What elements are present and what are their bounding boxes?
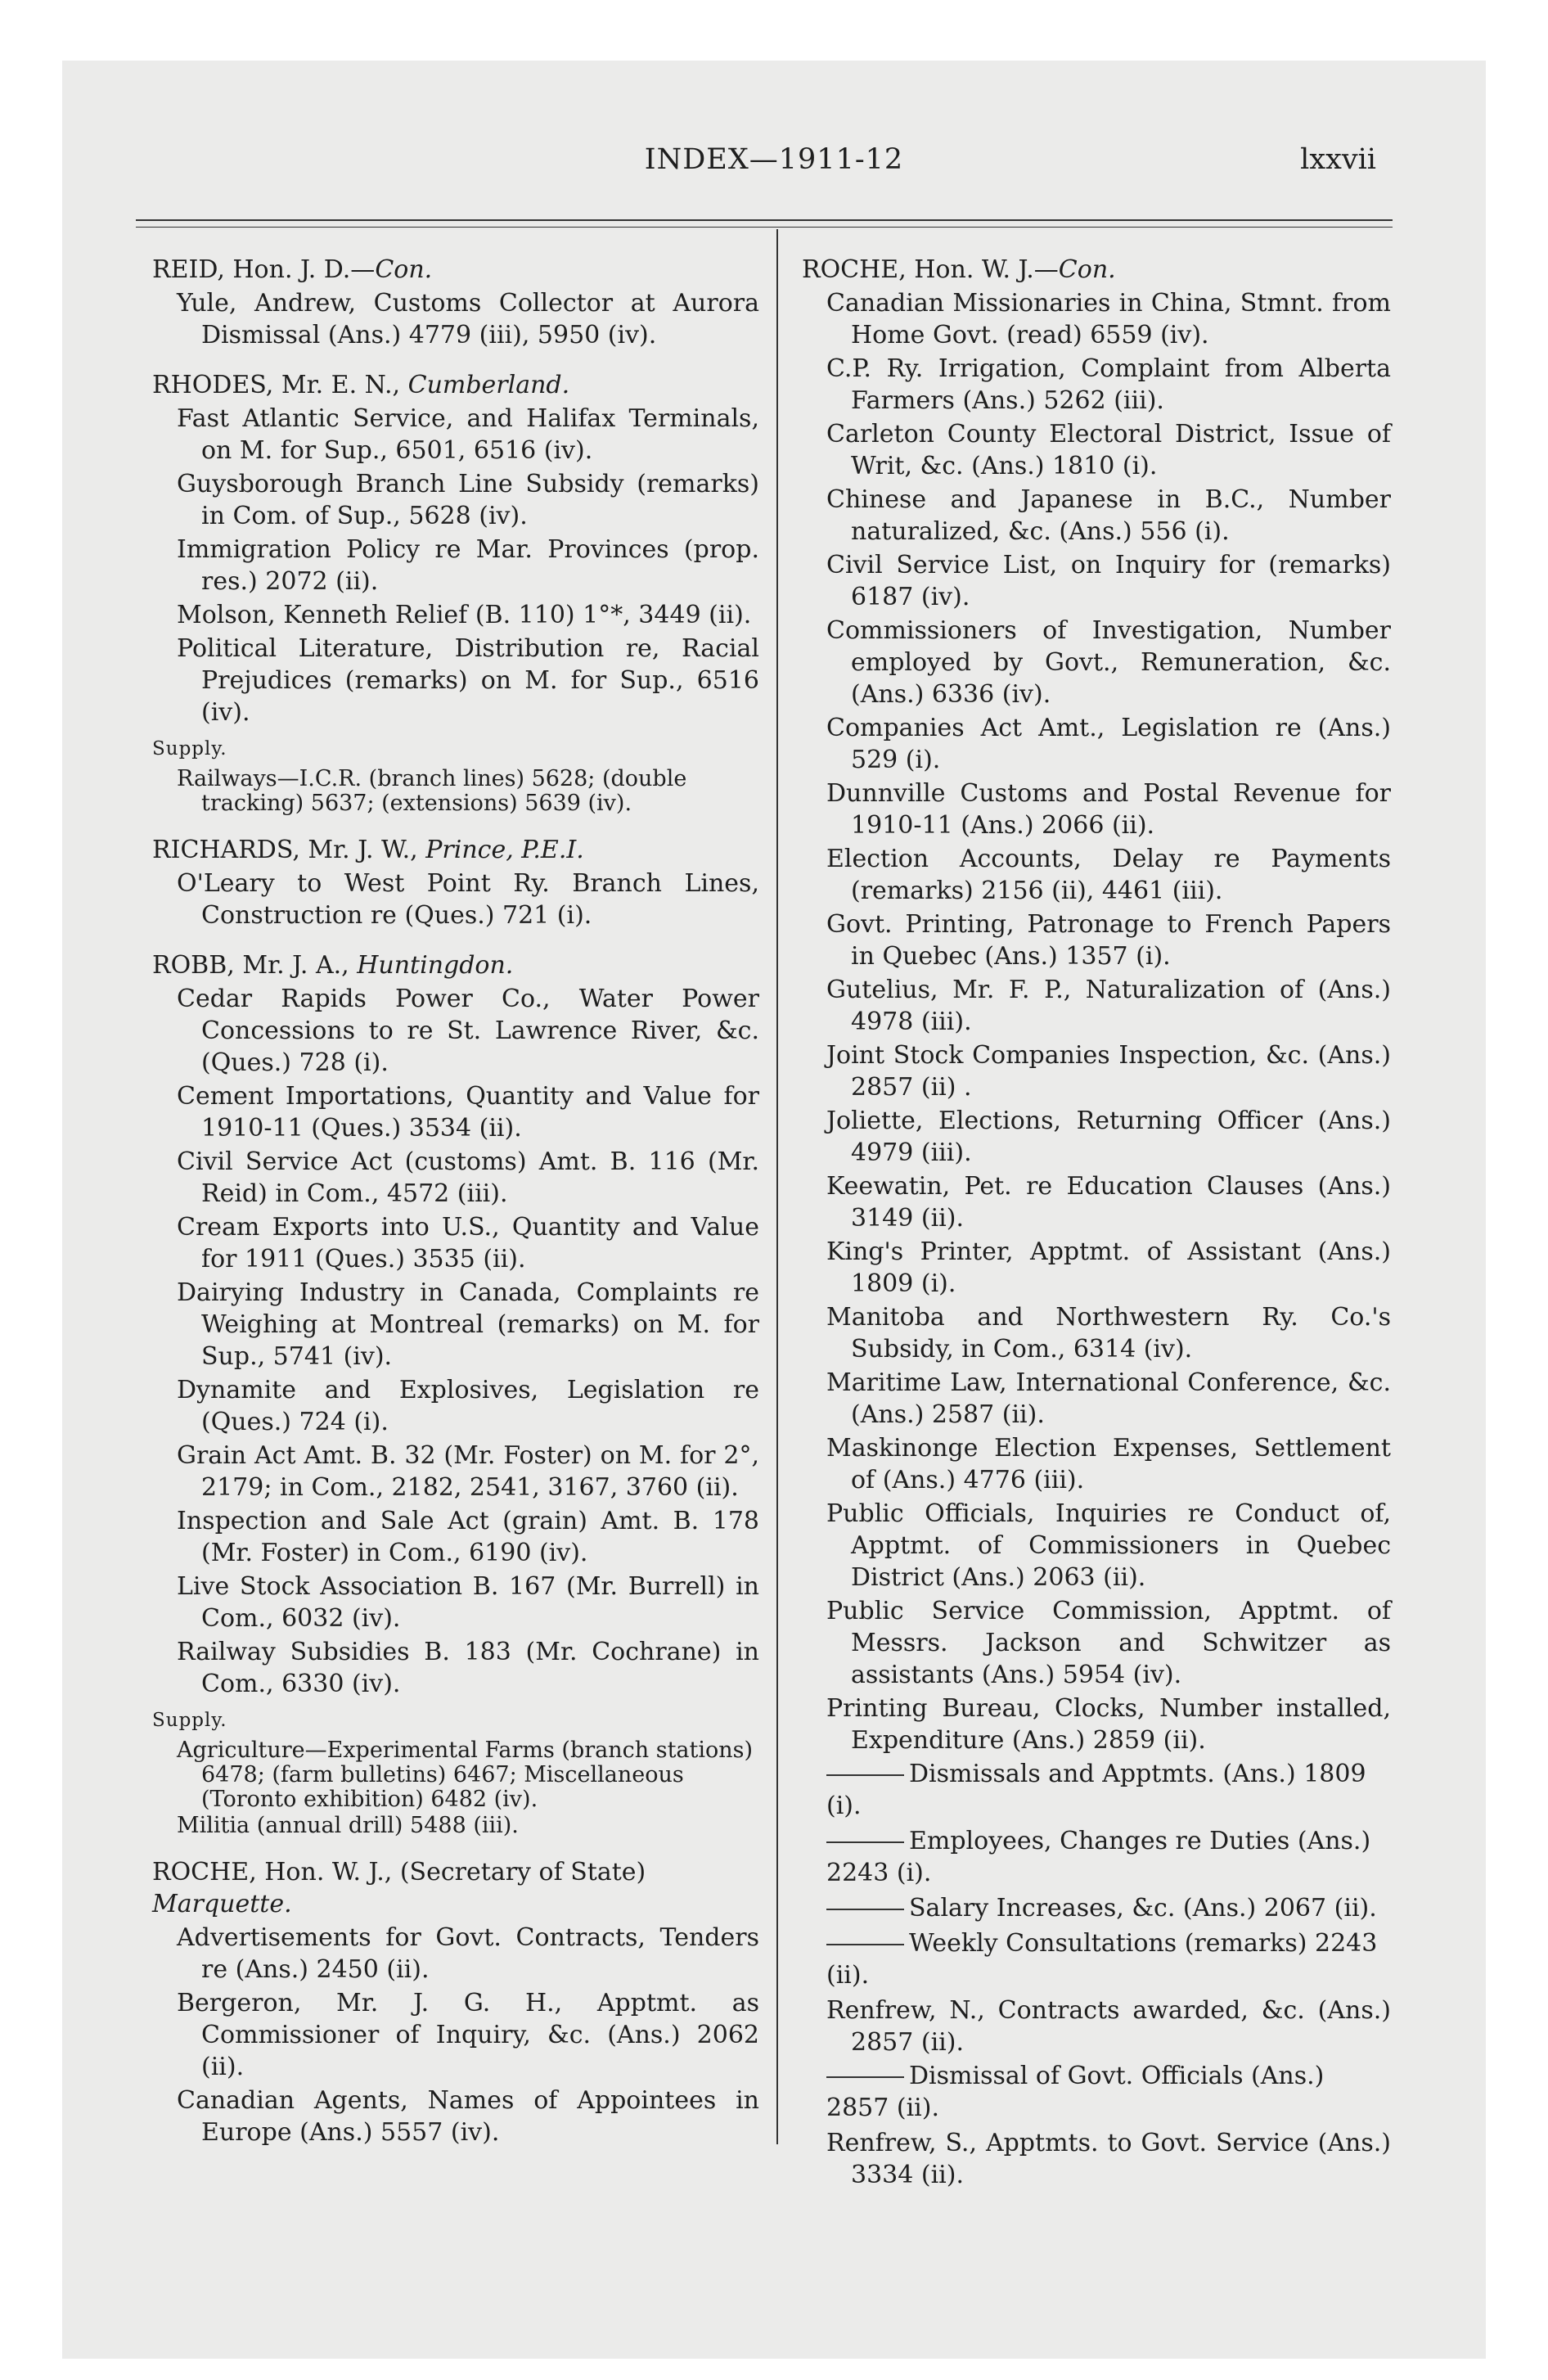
supply-heading: Supply.	[152, 738, 227, 760]
index-entry: C.P. Ry. Irrigation, Complaint from Alberta Farmers (Ans.) 5262 (iii).	[826, 354, 1391, 415]
index-subentry	[802, 1892, 1391, 1924]
index-entry: Printing Bureau, Clocks, Number installed, Expenditure (Ans.) 2859 (ii).	[826, 1694, 1391, 1755]
index-entry: Fast Atlantic Service, and Halifax Terminals, on M. for Sup., 6501, 6516 (iv).	[177, 404, 759, 465]
page-title: INDEX—1911-12	[644, 143, 904, 176]
index-entry: Railway Subsidies B. 183 (Mr. Cochrane) in Com., 6330 (iv).	[177, 1638, 759, 1698]
index-entry: Molson, Kenneth Relief (B. 110) 1°*, 3449 (ii).	[177, 601, 752, 629]
header-rule-top	[136, 219, 1393, 221]
index-entry: Carleton County Electoral District, Issue of Writ, &c. (Ans.) 1810 (i).	[826, 420, 1391, 480]
heading-name: ROBB, Mr. J. A.,	[152, 951, 358, 980]
index-entry: Dairying Industry in Canada, Complaints re Weighing at Montreal (remarks) on M. for Sup., 5741 (iv).	[177, 1278, 759, 1371]
index-entry: Election Accounts, Delay re Payments (remarks) 2156 (ii), 4461 (iii).	[826, 845, 1391, 905]
heading-constituency: Con.	[1058, 255, 1116, 284]
index-entry: Civil Service Act (customs) Amt. B. 116 (Mr. Reid) in Com., 4572 (iii).	[177, 1147, 759, 1208]
index-entry: Govt. Printing, Patronage to French Papers in Quebec (Ans.) 1357 (i).	[826, 910, 1391, 971]
column-divider	[776, 229, 778, 2144]
index-entry: Companies Act Amt., Legislation re (Ans.) 529 (i).	[826, 714, 1391, 774]
index-entry: Renfrew, N., Contracts awarded, &c. (Ans.) 2857 (ii).	[826, 1996, 1391, 2057]
index-entry: Public Officials, Inquiries re Conduct of, Apptmt. of Commissioners in Quebec District (Ans.) 2063 (ii).	[826, 1499, 1391, 1592]
index-entry: Commissioners of Investigation, Number employed by Govt., Remuneration, &c. (Ans.) 6336 (iv).	[826, 616, 1391, 709]
index-entry: Advertisements for Govt. Contracts, Tenders re (Ans.) 2450 (ii).	[177, 1923, 759, 1984]
page-number: lxxvii	[1300, 143, 1376, 176]
right-column	[802, 254, 1391, 2193]
index-entry: Keewatin, Pet. re Education Clauses (Ans.) 3149 (ii).	[826, 1172, 1391, 1233]
heading-name: RHODES, Mr. E. N.,	[152, 371, 408, 399]
index-entry: Canadian Agents, Names of Appointees in Europe (Ans.) 5557 (iv).	[177, 2086, 759, 2147]
entry-text: Salary Increases, &c. (Ans.) 2067 (ii).	[909, 1894, 1377, 1922]
index-entry: Inspection and Sale Act (grain) Amt. B. 178 (Mr. Foster) in Com., 6190 (iv).	[177, 1507, 759, 1567]
entry-text: Dismissal of Govt. Officials (Ans.) 2857 (ii).	[826, 2062, 1325, 2122]
supply-heading: Supply.	[152, 1710, 227, 1731]
index-entry: Cream Exports into U.S., Quantity and Value for 1911 (Ques.) 3535 (ii).	[177, 1213, 759, 1273]
ditto-dash	[826, 1909, 904, 1910]
index-entry: Public Service Commission, Apptmt. of Messrs. Jackson and Schwitzer as assistants (Ans.) 5954 (iv).	[826, 1597, 1391, 1689]
ditto-dash	[826, 1944, 904, 1945]
heading-constituency: Con.	[375, 255, 433, 284]
index-entry: O'Leary to West Point Ry. Branch Lines, Construction re (Ques.) 721 (i).	[177, 869, 759, 930]
heading-constituency: Huntingdon.	[357, 951, 514, 980]
ditto-dash	[826, 2076, 904, 2078]
index-entry: Yule, Andrew, Customs Collector at Aurora Dismissal (Ans.) 4779 (iii), 5950 (iv).	[177, 289, 759, 349]
index-entry: Live Stock Association B. 167 (Mr. Burrell) in Com., 6032 (iv).	[177, 1572, 759, 1633]
index-heading	[802, 254, 1391, 286]
index-heading	[152, 834, 759, 866]
index-heading	[152, 1856, 759, 1920]
index-entry: Grain Act Amt. B. 32 (Mr. Foster) on M. for 2°, 2179; in Com., 2182, 2541, 3167, 3760 (ii).	[177, 1441, 759, 1502]
index-entry: Civil Service List, on Inquiry for (remarks) 6187 (iv).	[826, 551, 1391, 611]
heading-constituency: Cumberland.	[407, 371, 570, 399]
index-entry: Militia (annual drill) 5488 (iii).	[177, 1813, 519, 1838]
index-entry: Joint Stock Companies Inspection, &c. (Ans.) 2857 (ii) .	[826, 1041, 1391, 1102]
heading-name: RICHARDS, Mr. J. W.,	[152, 836, 426, 864]
entry-text: Employees, Changes re Duties (Ans.) 2243 (i).	[826, 1827, 1371, 1887]
heading-constituency: Marquette.	[152, 1890, 292, 1918]
ditto-dash	[826, 1841, 904, 1843]
index-entry: Agriculture—Experimental Farms (branch stations) 6478; (farm bulletins) 6467; Miscellaneous (Toronto exhibition) 6482 (iv).	[177, 1738, 754, 1812]
heading-name: ROCHE, Hon. W. J., (Secretary of State)	[152, 1858, 646, 1886]
index-entry: Joliette, Elections, Returning Officer (Ans.) 4979 (iii).	[826, 1107, 1391, 1167]
ditto-dash	[826, 1774, 904, 1776]
index-subentry	[802, 1825, 1391, 1889]
heading-constituency: Prince, P.E.I.	[425, 836, 584, 864]
index-entry: Gutelius, Mr. F. P., Naturalization of (Ans.) 4978 (iii).	[826, 976, 1391, 1036]
index-entry: Renfrew, S., Apptmts. to Govt. Service (Ans.) 3334 (ii).	[826, 2129, 1391, 2189]
index-entry: Maritime Law, International Conference, &c. (Ans.) 2587 (ii).	[826, 1368, 1391, 1429]
index-heading	[152, 949, 759, 981]
index-entry: Manitoba and Northwestern Ry. Co.'s Subsidy, in Com., 6314 (iv).	[826, 1303, 1391, 1364]
header-rule-bottom	[136, 227, 1393, 228]
index-heading	[152, 369, 759, 401]
index-entry: Railways—I.C.R. (branch lines) 5628; (double tracking) 5637; (extensions) 5639 (iv).	[177, 766, 687, 816]
index-entry: Immigration Policy re Mar. Provinces (prop. res.) 2072 (ii).	[177, 535, 759, 596]
entry-text: Weekly Consultations (remarks) 2243 (ii).	[826, 1929, 1378, 1990]
index-entry: Dunnville Customs and Postal Revenue for 1910-11 (Ans.) 2066 (ii).	[826, 779, 1391, 840]
index-subentry	[802, 1927, 1391, 1991]
index-entry: Cedar Rapids Power Co., Water Power Concessions to re St. Lawrence River, &c. (Ques.) 728 (i).	[177, 985, 759, 1077]
index-heading	[152, 254, 759, 286]
index-entry: Canadian Missionaries in China, Stmnt. from Home Govt. (read) 6559 (iv).	[826, 289, 1391, 349]
index-subentry	[802, 2060, 1391, 2124]
index-entry: Maskinonge Election Expenses, Settlement of (Ans.) 4776 (iii).	[826, 1434, 1391, 1494]
index-entry: Political Literature, Distribution re, Racial Prejudices (remarks) on M. for Sup., 6516 (iv).	[177, 634, 759, 727]
index-entry: King's Printer, Apptmt. of Assistant (Ans.) 1809 (i).	[826, 1237, 1391, 1298]
entry-text: Dismissals and Apptmts. (Ans.) 1809 (i).	[826, 1760, 1366, 1820]
index-subentry	[802, 1758, 1391, 1822]
index-entry: Cement Importations, Quantity and Value for 1910-11 (Ques.) 3534 (ii).	[177, 1082, 759, 1143]
heading-name: ROCHE, Hon. W. J.—	[802, 255, 1059, 284]
index-entry: Chinese and Japanese in B.C., Number naturalized, &c. (Ans.) 556 (i).	[826, 485, 1391, 546]
index-entry: Guysborough Branch Line Subsidy (remarks) in Com. of Sup., 5628 (iv).	[177, 470, 759, 530]
left-column	[152, 254, 759, 2150]
heading-name: REID, Hon. J. D.—	[152, 255, 376, 284]
index-entry: Dynamite and Explosives, Legislation re (Ques.) 724 (i).	[177, 1376, 759, 1436]
index-entry: Bergeron, Mr. J. G. H., Apptmt. as Commissioner of Inquiry, &c. (Ans.) 2062 (ii).	[177, 1989, 759, 2081]
